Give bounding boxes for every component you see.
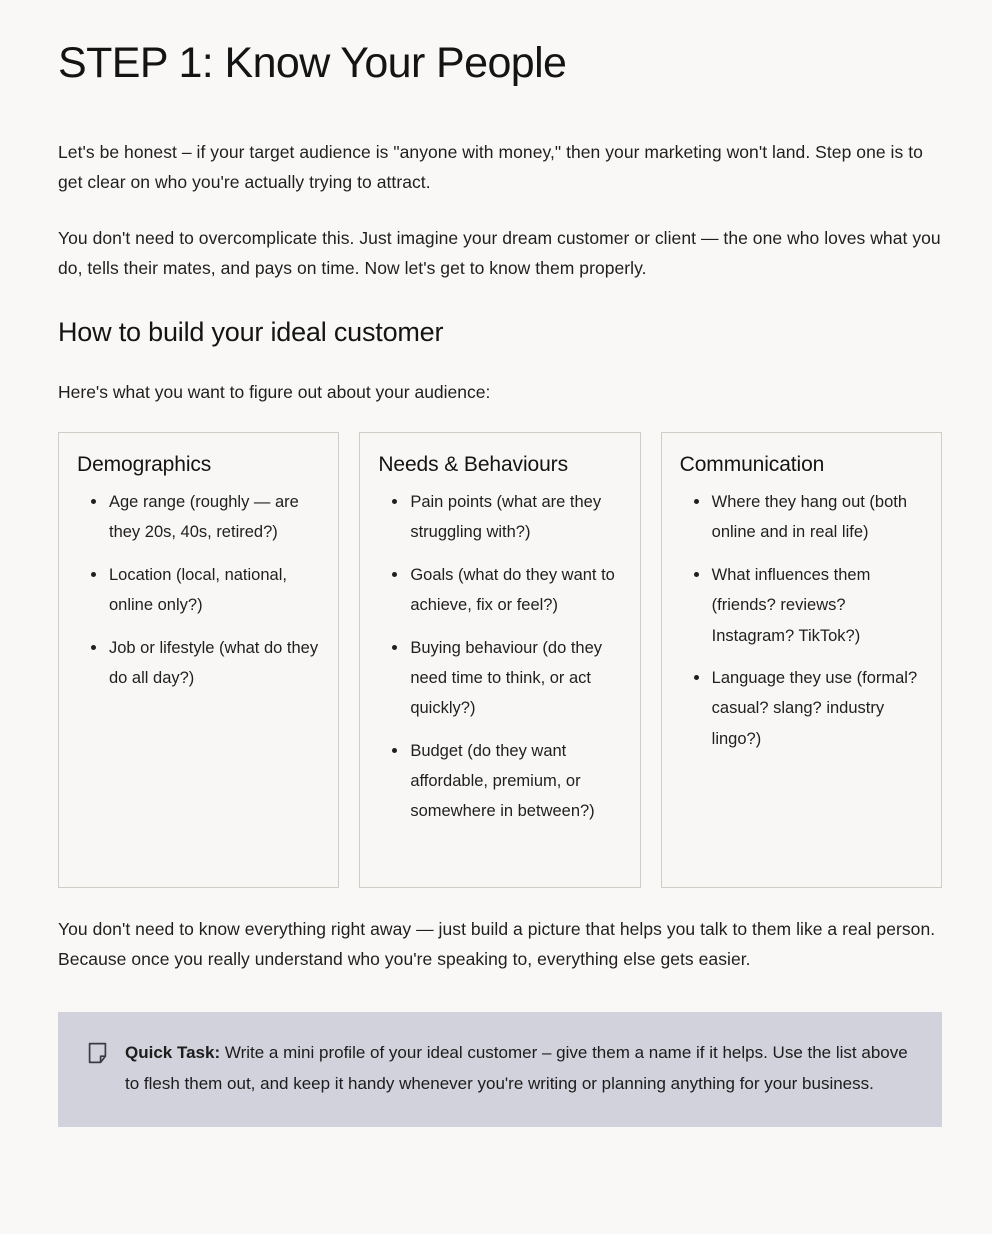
intro-paragraph-2: You don't need to overcomplicate this. Just imagine your dream customer or client — the one who loves what you do, tells their mates, and pays on time. Now let's get to know them properly. bbox=[58, 227, 941, 279]
bullet-icon bbox=[694, 572, 699, 577]
list-item-label: Buying behaviour (do they need time to think, or act quickly?) bbox=[410, 638, 603, 718]
card-demographics bbox=[58, 432, 339, 888]
list-item bbox=[680, 560, 923, 651]
list-item bbox=[77, 633, 320, 694]
list-item bbox=[378, 560, 621, 621]
bullet-icon bbox=[91, 645, 96, 650]
list-item bbox=[680, 663, 923, 754]
section-heading: How to build your ideal customer bbox=[58, 317, 444, 348]
bullet-icon bbox=[694, 499, 699, 504]
page-title: STEP 1: Know Your People bbox=[58, 39, 567, 87]
intro-paragraph-1: Let's be honest – if your target audience is "anyone with money," then your marketing won't land. Step one is to get clear on who you're actually trying to attract. bbox=[58, 141, 923, 192]
bullet-icon bbox=[91, 572, 96, 577]
bullet-icon bbox=[392, 748, 397, 753]
quick-task-body: Write a mini profile of your ideal customer – give them a name if it helps. Use the list above to flesh them out, and keep it handy whenever you're writing or planning anything for your business. bbox=[125, 1043, 908, 1093]
card-list bbox=[77, 487, 320, 693]
card-needs-behaviours bbox=[359, 432, 640, 888]
list-item bbox=[378, 633, 621, 724]
list-item-label: Job or lifestyle (what do they do all day?) bbox=[109, 638, 319, 687]
card-title: Needs & Behaviours bbox=[378, 453, 568, 477]
list-item-label: Age range (roughly — are they 20s, 40s, retired?) bbox=[109, 493, 299, 542]
list-item-label: Language they use (formal? casual? slang? industry lingo?) bbox=[711, 668, 918, 748]
card-list bbox=[378, 487, 621, 827]
card-list bbox=[680, 487, 923, 754]
list-item-label: Budget (do they want affordable, premium, or somewhere in between?) bbox=[410, 741, 595, 821]
bullet-icon bbox=[392, 645, 397, 650]
list-item bbox=[378, 736, 621, 827]
list-item-label: Pain points (what are they struggling with?) bbox=[410, 493, 602, 542]
list-item-label: Location (local, national, online only?) bbox=[109, 565, 287, 615]
bullet-icon bbox=[91, 499, 96, 504]
card-communication bbox=[661, 432, 942, 888]
list-item bbox=[378, 487, 621, 548]
attribute-cards-group bbox=[58, 432, 942, 888]
closing-paragraph: You don't need to know everything right away — just build a picture that helps you talk to them like a real person. Because once you really understand who you're speaking to, everything else gets easier. bbox=[58, 919, 936, 970]
list-item-label: Where they hang out (both online and in real life) bbox=[711, 493, 908, 542]
quick-task-callout bbox=[58, 1012, 942, 1127]
list-item bbox=[680, 487, 923, 548]
list-item bbox=[77, 560, 320, 621]
lead-in-text: Here's what you want to figure out about your audience: bbox=[58, 382, 491, 403]
quick-task-text bbox=[125, 1038, 912, 1099]
bullet-icon bbox=[392, 572, 397, 577]
card-title: Demographics bbox=[77, 453, 212, 477]
list-item bbox=[77, 487, 320, 548]
bullet-icon bbox=[694, 675, 699, 680]
card-title: Communication bbox=[679, 453, 825, 477]
list-item-label: What influences them (friends? reviews? Instagram? TikTok?) bbox=[711, 565, 871, 645]
list-item-label: Goals (what do they want to achieve, fix or feel?) bbox=[410, 565, 615, 615]
quick-task-label: Quick Task: bbox=[125, 1043, 221, 1063]
note-task-icon bbox=[88, 1042, 107, 1064]
bullet-icon bbox=[392, 499, 397, 504]
